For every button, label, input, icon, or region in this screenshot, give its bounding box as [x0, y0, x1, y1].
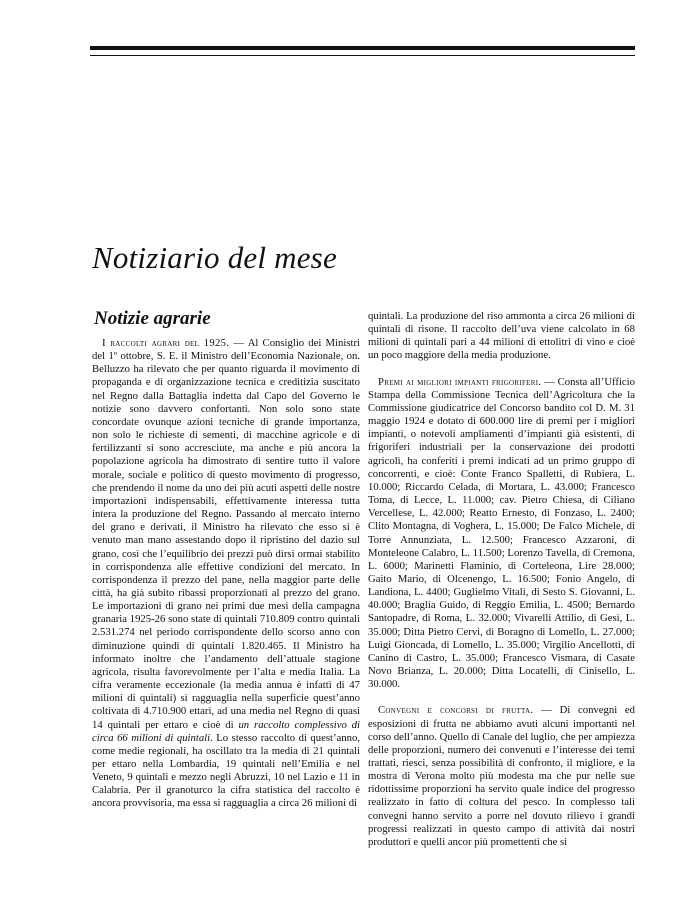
header-rule-thin: [90, 55, 635, 56]
section-title: Notizie agrarie: [94, 308, 211, 329]
article-heading: Convegni e concorsi di frutta.: [378, 704, 534, 717]
article-heading-raccolti: I raccolti agrari del 1925.: [102, 337, 230, 349]
article-separator: [368, 363, 635, 376]
article-body-raccolti-continued: quintali. La produzione del riso ammonta a circa 26 milioni di quintali di risone. Il raccolto dell’uva viene calcolato in 68 milioni di quintali pari a 44 milioni di ettolitri di vino e cioè un poco maggiore della media produzione.: [368, 310, 635, 362]
column-left: [92, 337, 360, 811]
page-title: Notiziario del mese: [92, 240, 337, 275]
article-emphasis-raccolti: un raccolto complessivo di circa 66 milioni di quintali: [92, 718, 360, 744]
article-body: — Consta all’Ufficio Stampa della Commissione Tecnica dell’Agricoltura che la Commissione giudicatrice del Concorso bandito col D. M. 31 maggio 1924 e dotato di 600.000 lire di premi per i migliori impianti, o notevoli ampliamenti d’impianti già esistenti, di frigoriferi industriali per la conservazione dei prodotti agricoli, ha conferiti i premi indicati ad un primo gruppo di concorrenti, e cioè: Conte Franco Spalletti, di Rubiera, L. 10.000; Riccardo Celada, di Mortara, L. 43.000; Francesco Toma, di Lecce, L. 11.000; cav. Pietro Chiesa, di Ciliano Vercellese, L. 42.000; Reatto Ernesto, di Fonzaso, L. 2400; Clito Montagna, di Voghera, L. 15.000; De Falco Michele, di Torre Annunziata, L. 12.500; Francesco Azzaroni, di Monteleone Calabro, L. 11.500; Lorenzo Tavella, di Cremona, L. 6000; Marinetti Flaminio, di Corteleona, Lire 28.000; Gaito Mario, di Olcenengo, L. 16.500; Fonio Angelo, di Landiona, L. 4400; Guglielmo Vitali, di Sesto S. Giovanni, L. 40.000; Braglia Guido, di Reggio Emilia, L. 4500; Bernardo Santopadre, di Roma, L. 32.000; Vivarelli Attilio, di Gesi, L. 35.000; Ditta Pietro Cervi, di Boragno di Lomello, L. 27.000; Luigi Gioncada, di Lomello, L. 35.000; Virgilio Ancellotti, di Canino di Castro, L. 35.000; Francesco Vismara, di Casate Novo Brianza, L. 20.000; Ditta Locatelli, di Cinisello, L. 30.000.: [368, 375, 635, 691]
article-paragraph: [368, 376, 635, 692]
article-raccolti-part1: [92, 337, 360, 811]
article-body-raccolti-b: . Lo stesso raccolto di quest’anno, come medie regionali, ha oscillato tra la media di 21 quintali per ettaro nella Lombardia, 19 quintali nell’Emilia e nel Veneto, 9 quintali e mezzo negli Abruzzi, 10 nel Lazio e 11 in Calabria. Per il granoturco la cifra statistica del raccolto è ancora provvisoria, ma essa si ragguaglia a circa 26 milioni di: [92, 731, 360, 810]
article-heading: Premi ai migliori impianti frigoriferi.: [378, 375, 542, 388]
article-body: — Di convegni ed esposizioni di frutta ne abbiamo avuti alcuni importanti nel corso dell’anno. Quello di Canale del luglio, che per ampiezza delle proporzioni, numero dei convenuti e l’interesse dei temi trattati, riesci, senza possibilità di confronto, il migliore, e la mostra di Verona molto più modesta ma che pur nelle sue ridottissime proporzioni ha servito quale indice del progresso realizzato in fatto di coltura del pesco. In complesso tali convegni hanno servito a porre nel dovuto rilievo i grandi progressi realizzati in questo campo di attività dai nostri produttori e quelli ancor più promettenti che si: [368, 704, 636, 848]
header-rule-thick: [90, 46, 635, 50]
article-paragraph: [368, 704, 635, 849]
article-raccolti-continued: [368, 310, 635, 363]
article-separator: [368, 691, 635, 704]
column-right: [368, 310, 635, 849]
article-body-raccolti-a: — Al Consiglio dei Ministri del 1º ottobre, S. E. il Ministro dell’Economia Nazionale, on. Belluzzo ha rilevato che per quanto riguarda il movimento di propaganda e di organizzazione tecnica e creditizia suscitato nel Regno dalla Battaglia indetta dal Capo del Governo le notizie sono davvero confortanti. Non solo sono state concordate ovunque azioni tecniche di grande importanza, non solo le richieste di sementi, di macchine agricole e di fertilizzanti si sono accresciute, ma anche e più ancora la popolazione agricola ha dimostrato di sentire tutto il valore morale, sociale e politico di questo movimento di progresso, che prendendo il nome da uno dei più acuti aspetti delle nostre importazioni indispensabili, effettivamente interessa tutta intera la produzione del Regno. Passando al mercato interno del grano e derivati, il Ministro ha rilevato che esso si è venuto man mano assestando dopo il ripristino del dazio sul grano, così che l’equilibrio dei prezzi può dirsi ormai stabilito in corrispondenza alle effettive condizioni del mercato. In corrispondenza il prezzo del pane, nella maggior parte delle città, ha già subito ribassi proporzionati al prezzo del grano. Le importazioni di grano nei primi due mesi della campagna granaria 1925-26 sono state di quintali 710.809 contro quintali 2.531.274 nel periodo corrispondente dello scorso anno con diminuzione quindi di quintali 1.820.465. Il Ministro ha informato inoltre che l’andamento dell’attuale stagione agricola, risulta favorevolmente per l’alta e media Italia. La cifra veramente eccezionale (la media annua è infatti di 47 milioni di quintali) si ragguaglia nella superficie quest’anno coltivata di 4.710.900 ettari, ad una media nel Regno di quasi 14 quintali per ettaro e cioè di: [92, 337, 360, 731]
